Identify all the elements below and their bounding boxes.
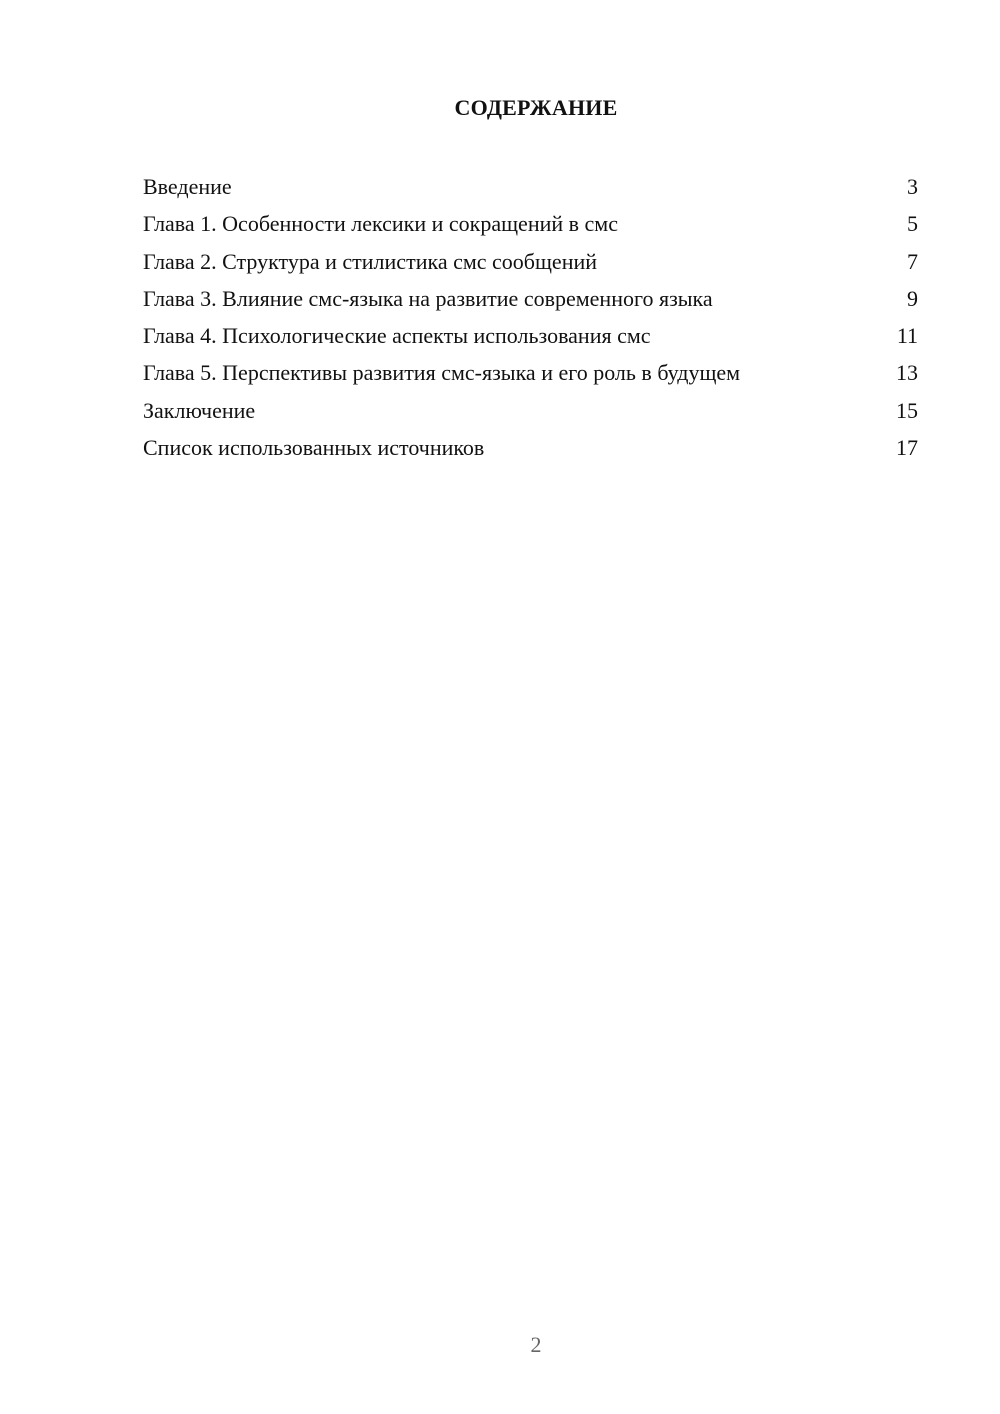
toc-entry-page: 3 xyxy=(907,174,918,199)
toc-entry xyxy=(143,243,918,280)
toc-entry-title: Глава 3. Влияние смс-языка на развитие современного языка xyxy=(143,285,713,311)
page-number: 2 xyxy=(530,1332,542,1357)
toc-entry-page: 17 xyxy=(896,435,918,461)
toc-entry-title: Заключение xyxy=(143,397,256,423)
toc-entry-title: Глава 2. Структура и стилистика смс сообщений xyxy=(143,248,598,274)
toc-entry-title: Глава 5. Перспективы развития смс-языка и его роль в будущем xyxy=(143,360,741,386)
toc-entry-page: 9 xyxy=(907,285,918,311)
toc-entry-page: 15 xyxy=(896,397,918,423)
toc-entry-title: Глава 4. Психологические аспекты использования смс xyxy=(143,323,651,349)
toc-entry-page: 11 xyxy=(896,323,918,349)
toc-entry xyxy=(143,205,918,242)
toc-entry-page: 13 xyxy=(896,360,918,386)
toc-entry xyxy=(143,354,918,391)
toc-entry xyxy=(143,280,918,317)
contents-heading: СОДЕРЖАНИЕ xyxy=(454,95,618,120)
toc-entry xyxy=(143,317,918,354)
toc-entry-page: 5 xyxy=(907,211,918,237)
table-of-contents xyxy=(143,168,918,466)
toc-entry xyxy=(143,168,918,205)
toc-entry-page: 7 xyxy=(907,248,918,274)
toc-entry-title: Глава 1. Особенности лексики и сокращений в смс xyxy=(143,211,618,237)
toc-entry xyxy=(143,429,918,466)
toc-entry xyxy=(143,392,918,429)
toc-entry-title: Введение xyxy=(143,174,232,199)
toc-entry-title: Список использованных источников xyxy=(143,435,485,461)
